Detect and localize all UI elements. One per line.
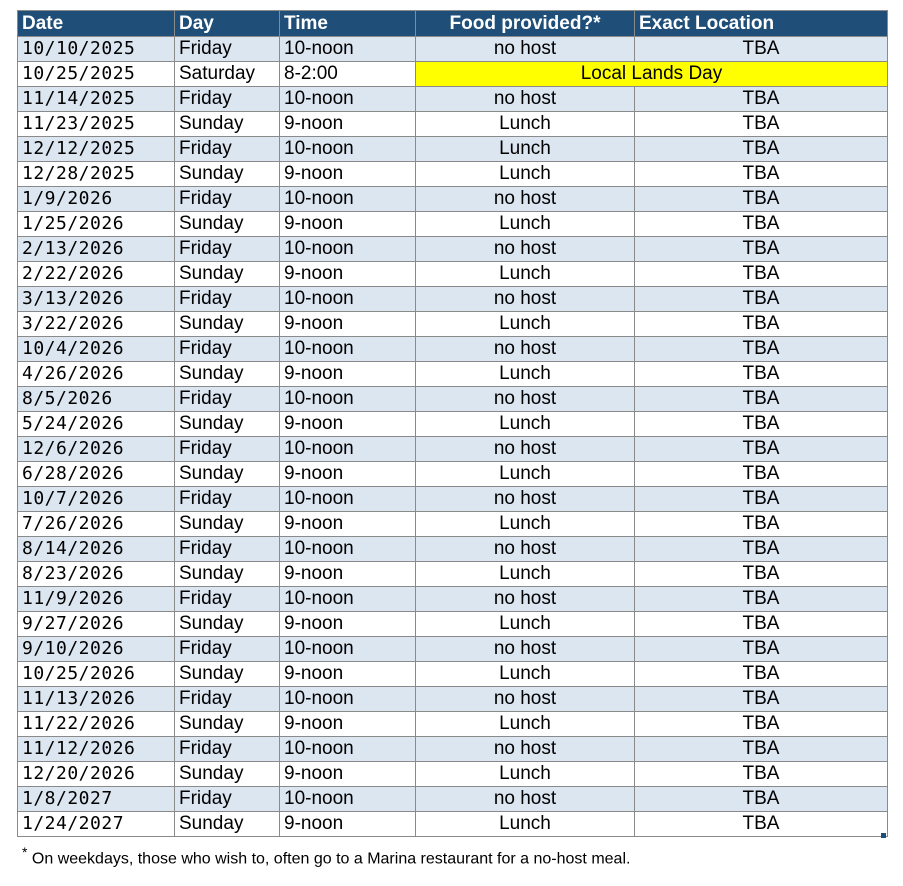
cell-time[interactable]: 9-noon [280, 762, 416, 787]
table-row [18, 637, 888, 662]
cell-food-provided[interactable]: no host [416, 37, 635, 62]
cell-day[interactable]: Sunday [175, 462, 280, 487]
cell-day[interactable]: Friday [175, 87, 280, 112]
cell-day[interactable]: Friday [175, 137, 280, 162]
cell-day[interactable]: Sunday [175, 112, 280, 137]
table-row [18, 787, 888, 812]
cell-food-provided[interactable]: no host [416, 487, 635, 512]
cell-day[interactable]: Friday [175, 237, 280, 262]
cell-date[interactable]: 9/10/2026 [18, 637, 175, 662]
cell-day[interactable]: Sunday [175, 762, 280, 787]
header-time[interactable]: Time [280, 11, 416, 37]
fill-handle[interactable] [881, 833, 886, 838]
cell-time[interactable]: 9-noon [280, 562, 416, 587]
table-row [18, 612, 888, 637]
cell-location[interactable]: TBA [635, 187, 888, 212]
cell-time[interactable]: 9-noon [280, 462, 416, 487]
cell-food-provided[interactable]: no host [416, 587, 635, 612]
cell-date[interactable]: 5/24/2026 [18, 412, 175, 437]
cell-food-provided[interactable]: Lunch [416, 362, 635, 387]
cell-time[interactable]: 9-noon [280, 212, 416, 237]
table-row [18, 37, 888, 62]
cell-location[interactable]: TBA [635, 87, 888, 112]
cell-time[interactable]: 10-noon [280, 337, 416, 362]
footnote-text: On weekdays, those who wish to, often go to a Marina restaurant for a no-host meal. [27, 850, 631, 868]
cell-day[interactable]: Sunday [175, 262, 280, 287]
cell-day[interactable]: Sunday [175, 312, 280, 337]
table-row [18, 762, 888, 787]
cell-date[interactable]: 1/24/2027 [18, 812, 175, 837]
cell-date[interactable]: 10/10/2025 [18, 37, 175, 62]
table-row [18, 512, 888, 537]
cell-location[interactable]: TBA [635, 687, 888, 712]
cell-time[interactable]: 9-noon [280, 312, 416, 337]
cell-location[interactable]: TBA [635, 312, 888, 337]
header-exact-location[interactable]: Exact Location [635, 11, 888, 37]
cell-time[interactable]: 10-noon [280, 587, 416, 612]
cell-day[interactable]: Sunday [175, 162, 280, 187]
cell-day[interactable]: Sunday [175, 712, 280, 737]
cell-location[interactable]: TBA [635, 387, 888, 412]
cell-time[interactable]: 9-noon [280, 362, 416, 387]
cell-time[interactable]: 10-noon [280, 137, 416, 162]
cell-location[interactable]: TBA [635, 237, 888, 262]
cell-food-provided[interactable]: no host [416, 737, 635, 762]
cell-food-provided[interactable]: no host [416, 237, 635, 262]
cell-time[interactable]: 10-noon [280, 237, 416, 262]
cell-location[interactable]: TBA [635, 762, 888, 787]
header-date[interactable]: Date [18, 11, 175, 37]
cell-food-provided[interactable]: no host [416, 337, 635, 362]
footnote-marker: * [22, 844, 28, 860]
cell-time[interactable]: 10-noon [280, 287, 416, 312]
cell-location[interactable]: TBA [635, 337, 888, 362]
cell-day[interactable]: Friday [175, 387, 280, 412]
table-row [18, 587, 888, 612]
cell-date[interactable]: 1/8/2027 [18, 787, 175, 812]
cell-time[interactable]: 10-noon [280, 537, 416, 562]
cell-time[interactable]: 9-noon [280, 712, 416, 737]
table-row [18, 387, 888, 412]
cell-day[interactable]: Friday [175, 337, 280, 362]
cell-time[interactable]: 10-noon [280, 187, 416, 212]
header-day[interactable]: Day [175, 11, 280, 37]
cell-time[interactable]: 9-noon [280, 512, 416, 537]
cell-time[interactable]: 9-noon [280, 162, 416, 187]
cell-location[interactable]: TBA [635, 137, 888, 162]
footnote [22, 844, 630, 868]
table-row [18, 537, 888, 562]
cell-date[interactable]: 11/9/2026 [18, 587, 175, 612]
cell-time[interactable]: 10-noon [280, 387, 416, 412]
cell-date[interactable]: 11/23/2025 [18, 112, 175, 137]
cell-location[interactable]: TBA [635, 662, 888, 687]
cell-time[interactable]: 10-noon [280, 437, 416, 462]
cell-date[interactable]: 12/12/2025 [18, 137, 175, 162]
cell-day[interactable]: Sunday [175, 562, 280, 587]
cell-date[interactable]: 2/22/2026 [18, 262, 175, 287]
table-row [18, 162, 888, 187]
cell-day[interactable]: Friday [175, 187, 280, 212]
cell-location[interactable]: TBA [635, 287, 888, 312]
cell-date[interactable]: 11/13/2026 [18, 687, 175, 712]
cell-day[interactable]: Friday [175, 587, 280, 612]
cell-location[interactable]: TBA [635, 637, 888, 662]
cell-food-provided[interactable]: Lunch [416, 612, 635, 637]
cell-food-provided[interactable]: Lunch [416, 562, 635, 587]
cell-time[interactable]: 10-noon [280, 687, 416, 712]
header-row [18, 11, 888, 37]
cell-food-provided[interactable]: Lunch [416, 762, 635, 787]
cell-day[interactable]: Friday [175, 287, 280, 312]
cell-day[interactable]: Sunday [175, 662, 280, 687]
table-row [18, 187, 888, 212]
table-row [18, 712, 888, 737]
cell-day[interactable]: Saturday [175, 62, 280, 87]
cell-location[interactable]: TBA [635, 262, 888, 287]
cell-date[interactable]: 8/5/2026 [18, 387, 175, 412]
cell-date[interactable]: 10/7/2026 [18, 487, 175, 512]
cell-day[interactable]: Sunday [175, 412, 280, 437]
cell-day[interactable]: Sunday [175, 212, 280, 237]
table-row [18, 737, 888, 762]
cell-food-provided[interactable]: Lunch [416, 137, 635, 162]
cell-location[interactable]: TBA [635, 437, 888, 462]
cell-date[interactable]: 8/14/2026 [18, 537, 175, 562]
cell-food-provided[interactable]: no host [416, 637, 635, 662]
cell-location[interactable]: TBA [635, 587, 888, 612]
cell-location[interactable]: TBA [635, 462, 888, 487]
cell-date[interactable]: 3/22/2026 [18, 312, 175, 337]
cell-time[interactable]: 9-noon [280, 812, 416, 837]
cell-location[interactable]: TBA [635, 412, 888, 437]
cell-food-provided[interactable]: no host [416, 387, 635, 412]
cell-location[interactable]: TBA [635, 787, 888, 812]
cell-location[interactable]: TBA [635, 537, 888, 562]
cell-day[interactable]: Sunday [175, 612, 280, 637]
table-row [18, 262, 888, 287]
table-row [18, 412, 888, 437]
cell-food-provided[interactable]: no host [416, 437, 635, 462]
cell-day[interactable]: Friday [175, 787, 280, 812]
cell-time[interactable]: 10-noon [280, 37, 416, 62]
table-row [18, 362, 888, 387]
table-row [18, 487, 888, 512]
table-row [18, 462, 888, 487]
table-row [18, 137, 888, 162]
cell-food-provided[interactable]: Lunch [416, 162, 635, 187]
cell-day[interactable]: Sunday [175, 512, 280, 537]
table-row [18, 562, 888, 587]
cell-location[interactable]: TBA [635, 487, 888, 512]
table-body [18, 37, 888, 837]
cell-food-provided[interactable]: Lunch [416, 712, 635, 737]
cell-location[interactable]: TBA [635, 212, 888, 237]
table-row [18, 687, 888, 712]
cell-date[interactable]: 3/13/2026 [18, 287, 175, 312]
cell-time[interactable]: 10-noon [280, 787, 416, 812]
cell-food-provided[interactable]: Lunch [416, 112, 635, 137]
cell-food-provided[interactable]: no host [416, 687, 635, 712]
cell-food-provided[interactable]: Lunch [416, 212, 635, 237]
cell-date[interactable]: 9/27/2026 [18, 612, 175, 637]
cell-food-provided[interactable]: Lunch [416, 262, 635, 287]
cell-date[interactable]: 12/20/2026 [18, 762, 175, 787]
cell-date[interactable]: 10/25/2026 [18, 662, 175, 687]
table-row [18, 662, 888, 687]
cell-date[interactable]: 6/28/2026 [18, 462, 175, 487]
cell-food-provided[interactable]: Lunch [416, 662, 635, 687]
cell-date[interactable]: 10/4/2026 [18, 337, 175, 362]
cell-day[interactable]: Friday [175, 687, 280, 712]
cell-location[interactable]: TBA [635, 37, 888, 62]
cell-date[interactable]: 12/28/2025 [18, 162, 175, 187]
cell-location[interactable]: TBA [635, 562, 888, 587]
cell-food-provided[interactable]: no host [416, 287, 635, 312]
cell-date[interactable]: 2/13/2026 [18, 237, 175, 262]
cell-day[interactable]: Friday [175, 487, 280, 512]
cell-time[interactable]: 8-2:00 [280, 62, 416, 87]
table-row [18, 312, 888, 337]
cell-date[interactable]: 7/26/2026 [18, 512, 175, 537]
cell-food-provided[interactable]: Lunch [416, 462, 635, 487]
cell-day[interactable]: Sunday [175, 362, 280, 387]
cell-time[interactable]: 9-noon [280, 662, 416, 687]
cell-day[interactable]: Friday [175, 537, 280, 562]
cell-time[interactable]: 10-noon [280, 487, 416, 512]
cell-time[interactable]: 9-noon [280, 112, 416, 137]
cell-date[interactable]: 11/12/2026 [18, 737, 175, 762]
table-row [18, 87, 888, 112]
cell-special-event[interactable]: Local Lands Day [416, 62, 888, 87]
table-row [18, 337, 888, 362]
cell-day[interactable]: Friday [175, 437, 280, 462]
cell-location[interactable]: TBA [635, 612, 888, 637]
cell-date[interactable]: 8/23/2026 [18, 562, 175, 587]
cell-time[interactable]: 10-noon [280, 637, 416, 662]
table-row [18, 237, 888, 262]
cell-time[interactable]: 10-noon [280, 737, 416, 762]
cell-food-provided[interactable]: no host [416, 537, 635, 562]
cell-food-provided[interactable]: no host [416, 187, 635, 212]
cell-time[interactable]: 9-noon [280, 262, 416, 287]
cell-food-provided[interactable]: Lunch [416, 812, 635, 837]
cell-food-provided[interactable]: Lunch [416, 312, 635, 337]
table-row [18, 62, 888, 87]
cell-day[interactable]: Friday [175, 37, 280, 62]
cell-date[interactable]: 1/9/2026 [18, 187, 175, 212]
cell-location[interactable]: TBA [635, 362, 888, 387]
cell-date[interactable]: 4/26/2026 [18, 362, 175, 387]
cell-food-provided[interactable]: Lunch [416, 512, 635, 537]
schedule-sheet [17, 10, 887, 837]
cell-day[interactable]: Sunday [175, 812, 280, 837]
cell-food-provided[interactable]: no host [416, 787, 635, 812]
schedule-table [17, 10, 888, 837]
cell-date[interactable]: 10/25/2025 [18, 62, 175, 87]
cell-date[interactable]: 12/6/2026 [18, 437, 175, 462]
cell-location[interactable]: TBA [635, 162, 888, 187]
table-row [18, 212, 888, 237]
table-row [18, 812, 888, 837]
cell-location[interactable]: TBA [635, 812, 888, 837]
cell-location[interactable]: TBA [635, 712, 888, 737]
table-row [18, 287, 888, 312]
cell-food-provided[interactable]: no host [416, 87, 635, 112]
table-row [18, 437, 888, 462]
table-row [18, 112, 888, 137]
cell-location[interactable]: TBA [635, 112, 888, 137]
cell-time[interactable]: 9-noon [280, 612, 416, 637]
cell-date[interactable]: 1/25/2026 [18, 212, 175, 237]
cell-location[interactable]: TBA [635, 737, 888, 762]
header-food-provided[interactable]: Food provided?* [416, 11, 635, 37]
cell-location[interactable]: TBA [635, 512, 888, 537]
cell-day[interactable]: Friday [175, 737, 280, 762]
cell-food-provided[interactable]: Lunch [416, 412, 635, 437]
cell-date[interactable]: 11/14/2025 [18, 87, 175, 112]
cell-day[interactable]: Friday [175, 637, 280, 662]
cell-date[interactable]: 11/22/2026 [18, 712, 175, 737]
cell-time[interactable]: 10-noon [280, 87, 416, 112]
cell-time[interactable]: 9-noon [280, 412, 416, 437]
